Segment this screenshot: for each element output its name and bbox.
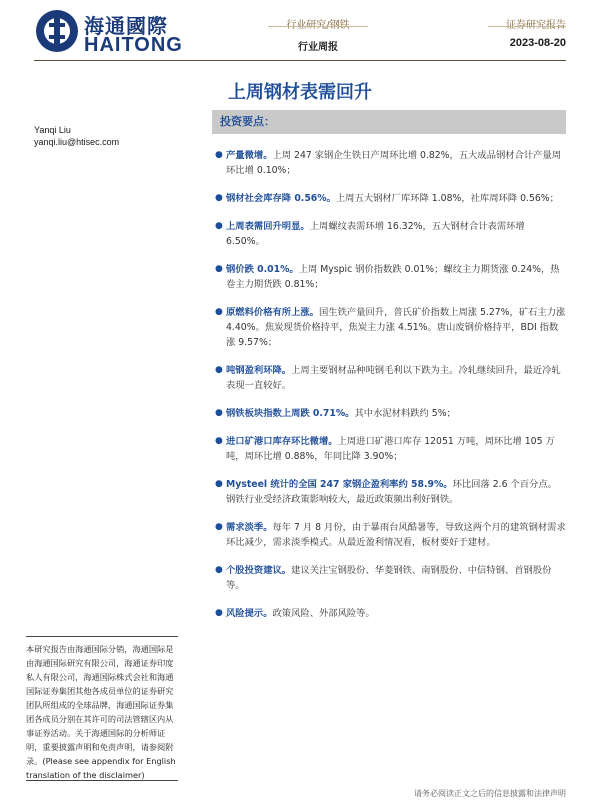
key-point-lead: 原燃料价格有所上涨。 (226, 307, 319, 318)
key-point-text: 其中水泥材料跌约 5%； (354, 408, 456, 419)
disclaimer-top-rule (26, 636, 178, 637)
key-point-lead: 吨钢盈利环降。 (226, 365, 292, 376)
key-point-text: 建议关注宝钢股份、华菱钢铁、南钢股份、中信特钢、首钢股份等。 (226, 565, 552, 591)
author-name: Yanqi Liu (34, 125, 71, 135)
key-point-text: 环比回落 2.6 个百分点。钢铁行业受经济政策影响较大，最近政策频出利好钢铁。 (226, 479, 557, 505)
key-point-item (212, 520, 566, 550)
bullet-icon: ● (215, 608, 223, 618)
key-point-item (212, 477, 566, 507)
key-point-text: 上周螺纹表需环增 16.32%，五大钢材合计表需环增 6.50%。 (226, 221, 525, 247)
key-point-item (212, 219, 566, 249)
bullet-icon: ● (215, 408, 223, 418)
key-points-header (212, 110, 566, 134)
key-point-lead: Mysteel 统计的全国 247 家钢企盈利率约 58.9%。 (226, 479, 453, 490)
header-report-type: 行业周报 (298, 42, 338, 53)
key-point-lead: 上周表需回升明显。 (226, 221, 310, 232)
bullet-icon: ● (215, 150, 223, 160)
author-email[interactable]: yanqi.liu@htisec.com (34, 137, 120, 147)
key-point-item (212, 363, 566, 393)
logo-chinese-text: 海通國際 (84, 14, 168, 38)
bullet-icon: ● (215, 522, 223, 532)
page-title: 上周钢材表需回升 (228, 82, 372, 103)
footer-notice: 请务必阅读正文之后的信息披露和法律声明 (414, 789, 566, 798)
bullet-icon: ● (215, 307, 223, 317)
key-point-lead: 产量微增。 (226, 150, 273, 161)
haitong-logo (34, 8, 184, 58)
logo-english-text: HAITONG (84, 34, 183, 56)
key-point-text: 上周主要钢材品种吨钢毛利以下跌为主。冷轧继续回升，最近冷轧表现一直较好。 (226, 365, 561, 391)
key-point-text: 上周 247 家钢企生铁日产周环比增 0.82%，五大成品钢材合计产量周环比增 0.10%； (226, 150, 562, 176)
key-points-list (212, 148, 566, 634)
key-point-text: 上周五大钢材厂库环降 1.08%，社库周环降 0.56%； (335, 193, 559, 204)
key-point-text: 政策风险、外部风险等。 (272, 608, 375, 619)
key-point-lead: 进口矿港口库存环比微增。 (226, 436, 338, 447)
disclaimer-text: 本研究报告由海通国际分销，海通国际是由海通国际研究有限公司，海通证券印度私人有限公司，海通国际株式会社和海通国际证券集团其他各成员单位的证券研究团队所组成的全球品牌，海通国际证券集团各成员分别在其许可的司法管辖区内从事证券活动。关于海通国际的分析师证明，重要披露声明和免责声明，请参阅附录。(Please see appendix for English translation of the disclaimer) (26, 644, 176, 780)
key-point-text: 上周 Myspic 钢价指数跌 0.01%；螺纹主力期货涨 0.24%，热卷主力期货跌 0.81%； (226, 264, 560, 290)
key-point-lead: 钢价跌 0.01%。 (226, 264, 299, 275)
bullet-icon: ● (215, 221, 223, 231)
key-point-item (212, 606, 566, 621)
key-point-item (212, 191, 566, 206)
bullet-icon: ● (215, 479, 223, 489)
key-point-lead: 需求淡季。 (226, 522, 273, 533)
header-divider-right (488, 26, 566, 27)
key-point-lead: 钢铁板块指数上周跌 0.71%。 (226, 408, 355, 419)
key-point-item (212, 563, 566, 593)
header-divider-mid (268, 26, 368, 27)
key-point-item (212, 305, 566, 350)
key-point-item (212, 148, 566, 178)
haitong-logo-icon (34, 8, 80, 54)
header-date: 2023-08-20 (509, 37, 566, 49)
bullet-icon: ● (215, 436, 223, 446)
key-points-heading: 投资要点： (220, 115, 275, 128)
bullet-icon: ● (215, 193, 223, 203)
key-point-item (212, 262, 566, 292)
header-rule (34, 60, 566, 61)
key-point-lead: 钢材社会库存降 0.56%。 (226, 193, 336, 204)
key-point-lead: 风险提示。 (226, 608, 273, 619)
key-point-item (212, 434, 566, 464)
key-point-text: 上周进口矿港口库存 12051 万吨，周环比增 105 万吨，周环比增 0.88%，年同比降 3.90%； (226, 436, 555, 462)
key-point-lead: 个股投资建议。 (226, 565, 292, 576)
key-point-text: 国生铁产量回升，普氏矿价指数上周涨 5.27%，矿石主力涨 4.40%。焦炭现货价格持平，焦炭主力涨 4.51%。唐山废钢价格持平，BDI 指数涨 9.57%； (226, 307, 566, 348)
header-label: 证券研究报告 (506, 20, 566, 31)
bullet-icon: ● (215, 264, 223, 274)
key-point-text: 每年 7 月 8 月份，由于暴雨台风酷暑等，导致这两个月的建筑钢材需求环比减少，需求淡季模式。从最近盈利情况看，板材要好于建材。 (226, 522, 566, 548)
bullet-icon: ● (215, 565, 223, 575)
key-point-item (212, 406, 566, 421)
author-block (34, 124, 119, 148)
header-category: 行业研究/钢铁 (286, 20, 350, 31)
disclaimer-bottom-rule (26, 780, 178, 781)
bullet-icon: ● (215, 365, 223, 375)
